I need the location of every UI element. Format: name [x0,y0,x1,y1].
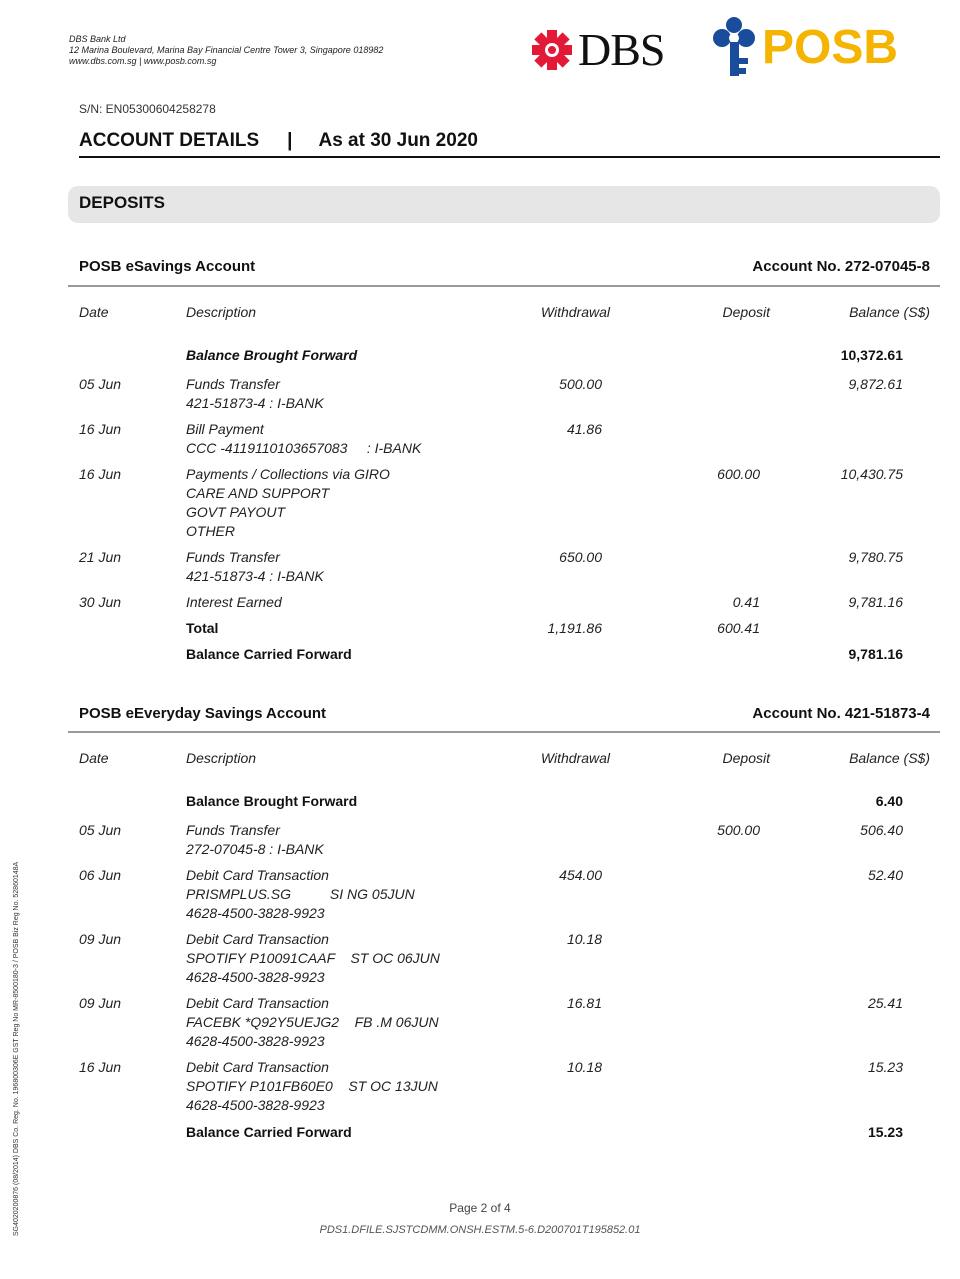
description-line: SPOTIFY P10091CAAF ST OC 06JUN [186,950,440,966]
account-1-divider [68,285,940,287]
table-row-withdrawal: 41.86 [566,421,602,437]
account-2-bbf-value: 6.40 [875,793,903,809]
account-1-bbf-label: Balance Brought Forward [186,347,358,363]
table-row-description [186,548,324,586]
header-description: Description [186,750,257,766]
description-line: Funds Transfer [186,549,280,565]
table-row-date: 09 Jun [79,995,122,1011]
description-line: Funds Transfer [186,822,280,838]
table-row-description [186,420,421,458]
description-line: Debit Card Transaction [186,867,329,883]
document-code: PDS1.DFILE.SJSTCDMM.ONSH.ESTM.5-6.D200701T195852.01 [319,1224,641,1236]
serial-number: S/N: EN05300604258278 [79,102,216,116]
description-line: PRISMPLUS.SG SI NG 05JUN [186,886,415,902]
header-balance: Balance (S$) [849,750,930,766]
account-2-bcf-label: Balance Carried Forward [186,1124,352,1140]
table-row-deposit: 500.00 [717,822,760,838]
table-row-balance: 52.40 [867,867,903,883]
table-row-date: 05 Jun [79,822,122,838]
page-number: Page 2 of 4 [449,1201,511,1215]
table-row-date: 06 Jun [79,867,122,883]
header-balance: Balance (S$) [849,304,930,320]
section-title: DEPOSITS [79,193,165,212]
account-2-bcf-value: 15.23 [867,1124,903,1140]
dbs-wordmark: DBS [578,24,665,75]
description-line: GOVT PAYOUT [186,504,286,520]
account-2-divider [68,731,940,733]
table-row-date: 09 Jun [79,931,122,947]
description-line: Funds Transfer [186,376,280,392]
side-registration-text: SG4020200876 (08/2014) DBS Co. Reg. No. 196800306E GST Reg No MR-8500180-3 / POSB Biz Reg No. 52860148A [13,861,20,1236]
posb-key-icon [710,16,758,80]
table-row-balance: 9,872.61 [848,376,903,392]
table-row-withdrawal: 454.00 [559,867,602,883]
description-line: 4628-4500-3828-9923 [186,1033,325,1049]
description-line: 421-51873-4 : I-BANK [186,568,324,584]
table-row-withdrawal: 10.18 [566,931,602,947]
description-line: Interest Earned [186,594,282,610]
posb-wordmark: POSB [762,21,899,74]
header-description: Description [186,304,257,320]
account-1-bcf-value: 9,781.16 [848,646,903,662]
account-1-bcf-label: Balance Carried Forward [186,646,352,662]
account-1-name: POSB eSavings Account [79,258,256,275]
table-row-date: 16 Jun [79,1059,122,1075]
dbs-logo [530,24,664,76]
header-deposit: Deposit [722,750,770,766]
description-line: Bill Payment [186,421,264,437]
account-1-bbf-value: 10,372.61 [840,347,903,363]
page-title [79,130,478,152]
description-line: 4628-4500-3828-9923 [186,1097,325,1113]
account-1-number: Account No. 272-07045-8 [752,258,930,275]
description-line: Debit Card Transaction [186,1059,329,1075]
header-withdrawal: Withdrawal [540,304,610,320]
dbs-star-icon [530,28,574,72]
table-row-withdrawal: 10.18 [566,1059,602,1075]
table-row-withdrawal: 16.81 [566,995,602,1011]
account-1-total-withdrawal: 1,191.86 [547,620,602,636]
table-row-description [186,930,440,987]
title-heading: ACCOUNT DETAILS [79,130,260,151]
description-line: 4628-4500-3828-9923 [186,905,325,921]
table-row-date: 21 Jun [79,549,122,565]
table-row-description [186,866,415,923]
table-row-balance: 25.41 [867,995,903,1011]
table-row-balance: 10,430.75 [840,466,903,482]
table-row-date: 16 Jun [79,421,122,437]
table-row-description [186,593,282,612]
title-separator: | [287,130,293,151]
description-line: Debit Card Transaction [186,931,329,947]
description-line: 4628-4500-3828-9923 [186,969,325,985]
account-1-total-label: Total [186,620,219,636]
bank-name: DBS Bank Ltd [69,34,126,44]
account-2-bbf-label: Balance Brought Forward [186,793,358,809]
table-row-deposit: 0.41 [732,594,760,610]
section-bar [68,186,940,223]
description-line: CCC -4119110103657083 : I-BANK [186,440,422,456]
header-deposit: Deposit [722,304,770,320]
table-row-balance: 506.40 [860,822,903,838]
table-row-description [186,375,324,413]
description-line: CARE AND SUPPORT [186,485,330,501]
title-divider [79,156,940,158]
table-row-balance: 15.23 [867,1059,903,1075]
table-row-deposit: 600.00 [717,466,760,482]
bank-info [69,34,383,67]
bank-address: 12 Marina Boulevard, Marina Bay Financial Centre Tower 3, Singapore 018982 [69,45,384,55]
table-row-withdrawal: 500.00 [559,376,602,392]
description-line: OTHER [186,523,235,539]
table-row-description [186,994,439,1051]
description-line: 272-07045-8 : I-BANK [186,841,324,857]
table-row-balance: 9,781.16 [848,594,903,610]
table-row-description [186,465,390,541]
table-row-description [186,821,324,859]
title-as-at: As at 30 Jun 2020 [318,130,478,151]
posb-logo [710,16,898,80]
header-date: Date [79,304,109,320]
description-line: FACEBK *Q92Y5UEJG2 FB .M 06JUN [186,1014,439,1030]
account-2-number: Account No. 421-51873-4 [752,705,930,722]
header-withdrawal: Withdrawal [540,750,610,766]
table-row-balance: 9,780.75 [848,549,903,565]
header-date: Date [79,750,109,766]
description-line: SPOTIFY P101FB60E0 ST OC 13JUN [186,1078,438,1094]
description-line: Debit Card Transaction [186,995,329,1011]
account-1-total-deposit: 600.41 [717,620,760,636]
table-row-description [186,1058,438,1115]
table-row-date: 16 Jun [79,466,122,482]
description-line: 421-51873-4 : I-BANK [186,395,324,411]
table-row-date: 30 Jun [79,594,122,610]
table-row-date: 05 Jun [79,376,122,392]
bank-websites: www.dbs.com.sg | www.posb.com.sg [69,56,217,66]
account-2-name: POSB eEveryday Savings Account [79,705,327,722]
description-line: Payments / Collections via GIRO [186,466,390,482]
table-row-withdrawal: 650.00 [559,549,602,565]
